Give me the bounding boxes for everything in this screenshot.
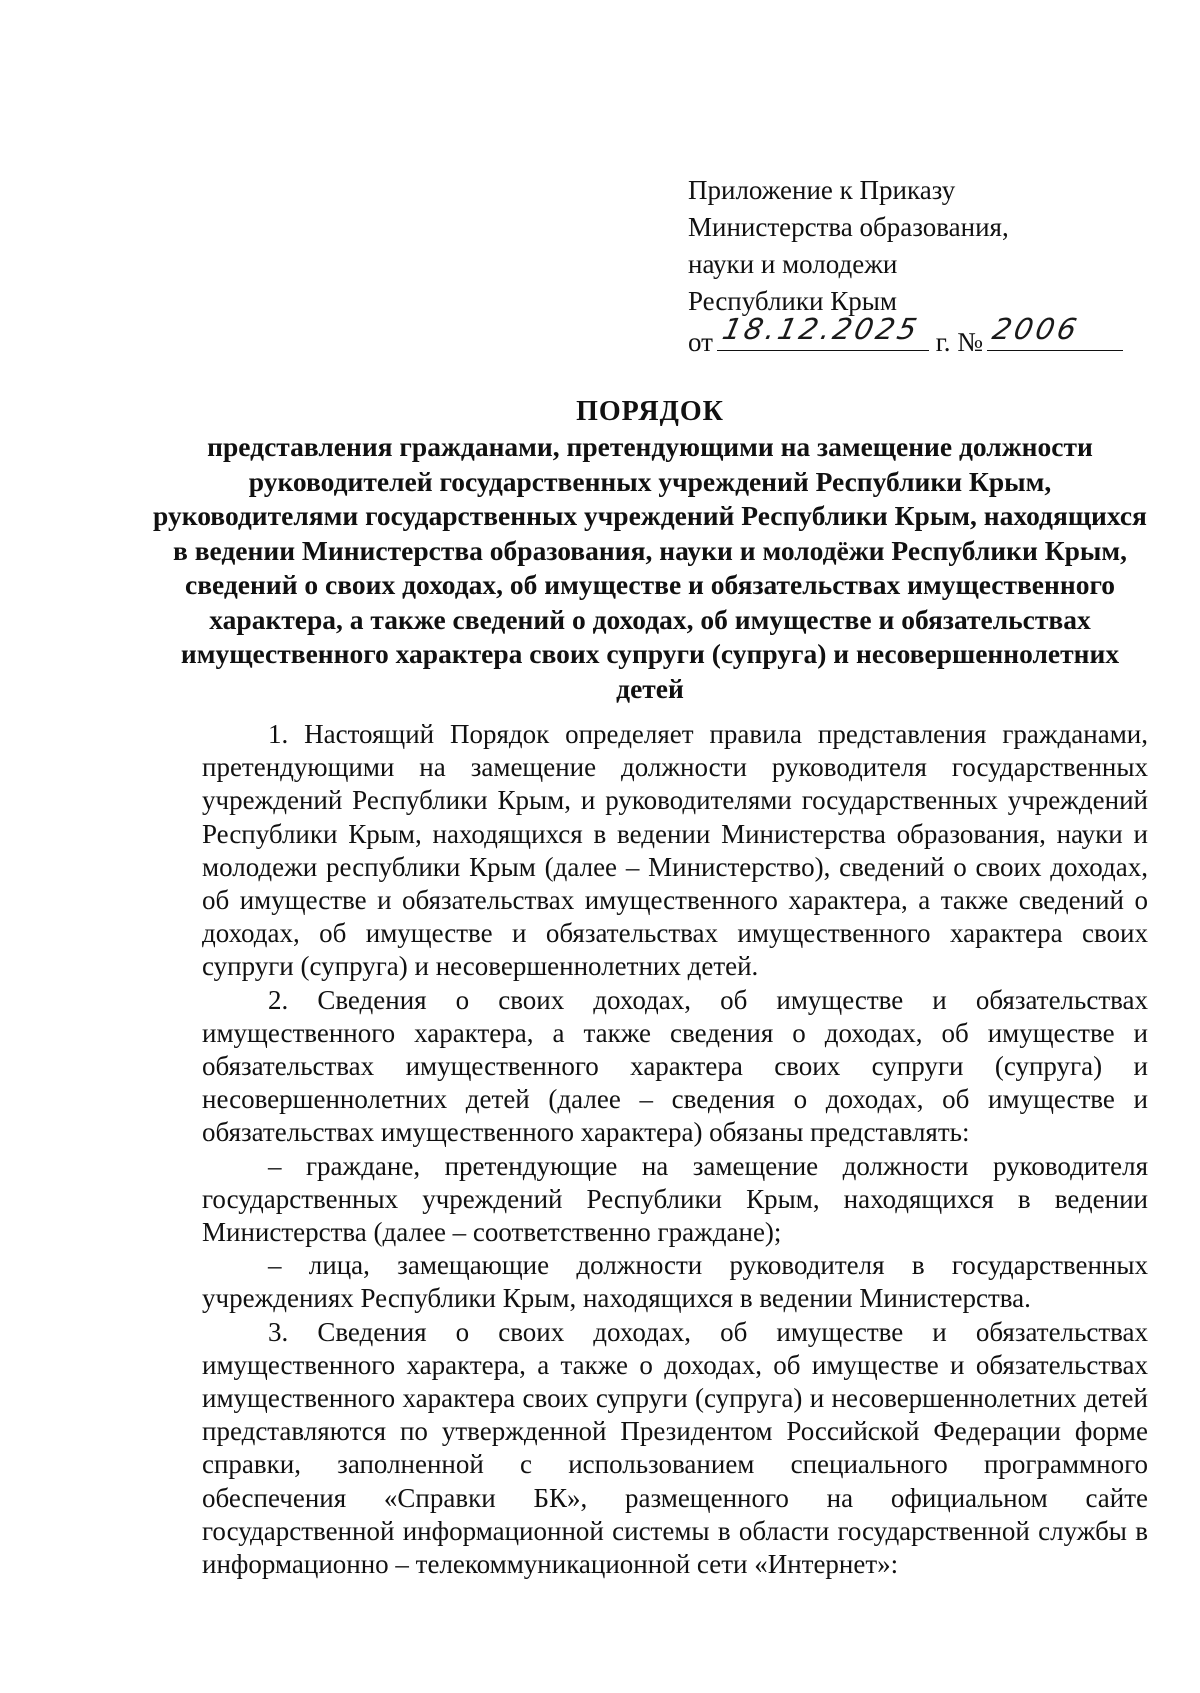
order-date-number-line: [688, 312, 1128, 360]
handwritten-number: 2006: [989, 312, 1083, 346]
paragraph-2: 2. Сведения о своих доходах, об имуществе и обязательствах имущественного характера, а также сведения о доходах, об имуществе и обязательствах имущественного характера своих супруги (супруга) и несовершеннолетних детей (далее – сведения о доходах, об имуществе и обязательствах имущественного характера) обязаны представлять:: [202, 984, 1148, 1148]
handwritten-date: 18.12.2025: [719, 312, 923, 346]
document-body: [202, 718, 1148, 1581]
appendix-block: [688, 172, 1128, 360]
appendix-line-1: Приложение к Приказу: [688, 175, 956, 205]
document-subtitle: представления гражданами, претендующими на замещение должности руководителей государственных учреждений Республики Крым, руководителями государственных учреждений Республики Крым, находящихся в ведении Министерства образования, науки и молодёжи Республики Крым, сведений о своих доходах, об имуществе и обязательствах имущественного характера, а также сведений о доходах, об имуществе и обязательствах имущественного характера своих супруги (супруга) и несовершеннолетних детей: [153, 431, 1147, 704]
from-label: от: [688, 327, 713, 357]
paragraph-2-item-2: – лица, замещающие должности руководителя в государственных учреждениях Республики Крым, находящихся в ведении Министерства.: [202, 1250, 1148, 1314]
document-title: ПОРЯДОК: [576, 396, 724, 427]
appendix-line-2: Министерства образования,: [688, 212, 1009, 242]
date-field: [717, 312, 929, 351]
paragraph-3: 3. Сведения о своих доходах, об имуществе и обязательствах имущественного характера, а также о доходах, об имуществе и обязательствах имущественного характера своих супруги (супруга) и несовершеннолетних детей представляются по утвержденной Президентом Российской Федерации форме справки, заполненной с использованием специального программного обеспечения «Справки БК», размещенного на официальном сайте государственной информационной системы в области государственной службы в информационно – телекоммуникационной сети «Интернет»:: [202, 1316, 1148, 1580]
number-field: [987, 312, 1123, 351]
paragraph-2-item-1: – граждане, претендующие на замещение должности руководителя государственных учреждений Республики Крым, находящихся в ведении Министерства (далее – соответственно граждане);: [202, 1150, 1148, 1248]
appendix-line-4: Республики Крым: [688, 286, 897, 316]
appendix-line-3: науки и молодежи: [688, 249, 898, 279]
paragraph-1: 1. Настоящий Порядок определяет правила представления гражданами, претендующими на замещение должности руководителя государственных учреждений Республики Крым, и руководителями государственных учреждений Республики Крым, находящихся в ведении Министерства образования, науки и молодежи республики Крым (далее – Министерство), сведений о своих доходах, об имуществе и обязательствах имущественного характера, а также сведений о доходах, об имуществе и обязательствах имущественного характера своих супруги (супруга) и несовершеннолетних детей.: [202, 719, 1148, 982]
year-number-label: г. №: [935, 327, 983, 357]
